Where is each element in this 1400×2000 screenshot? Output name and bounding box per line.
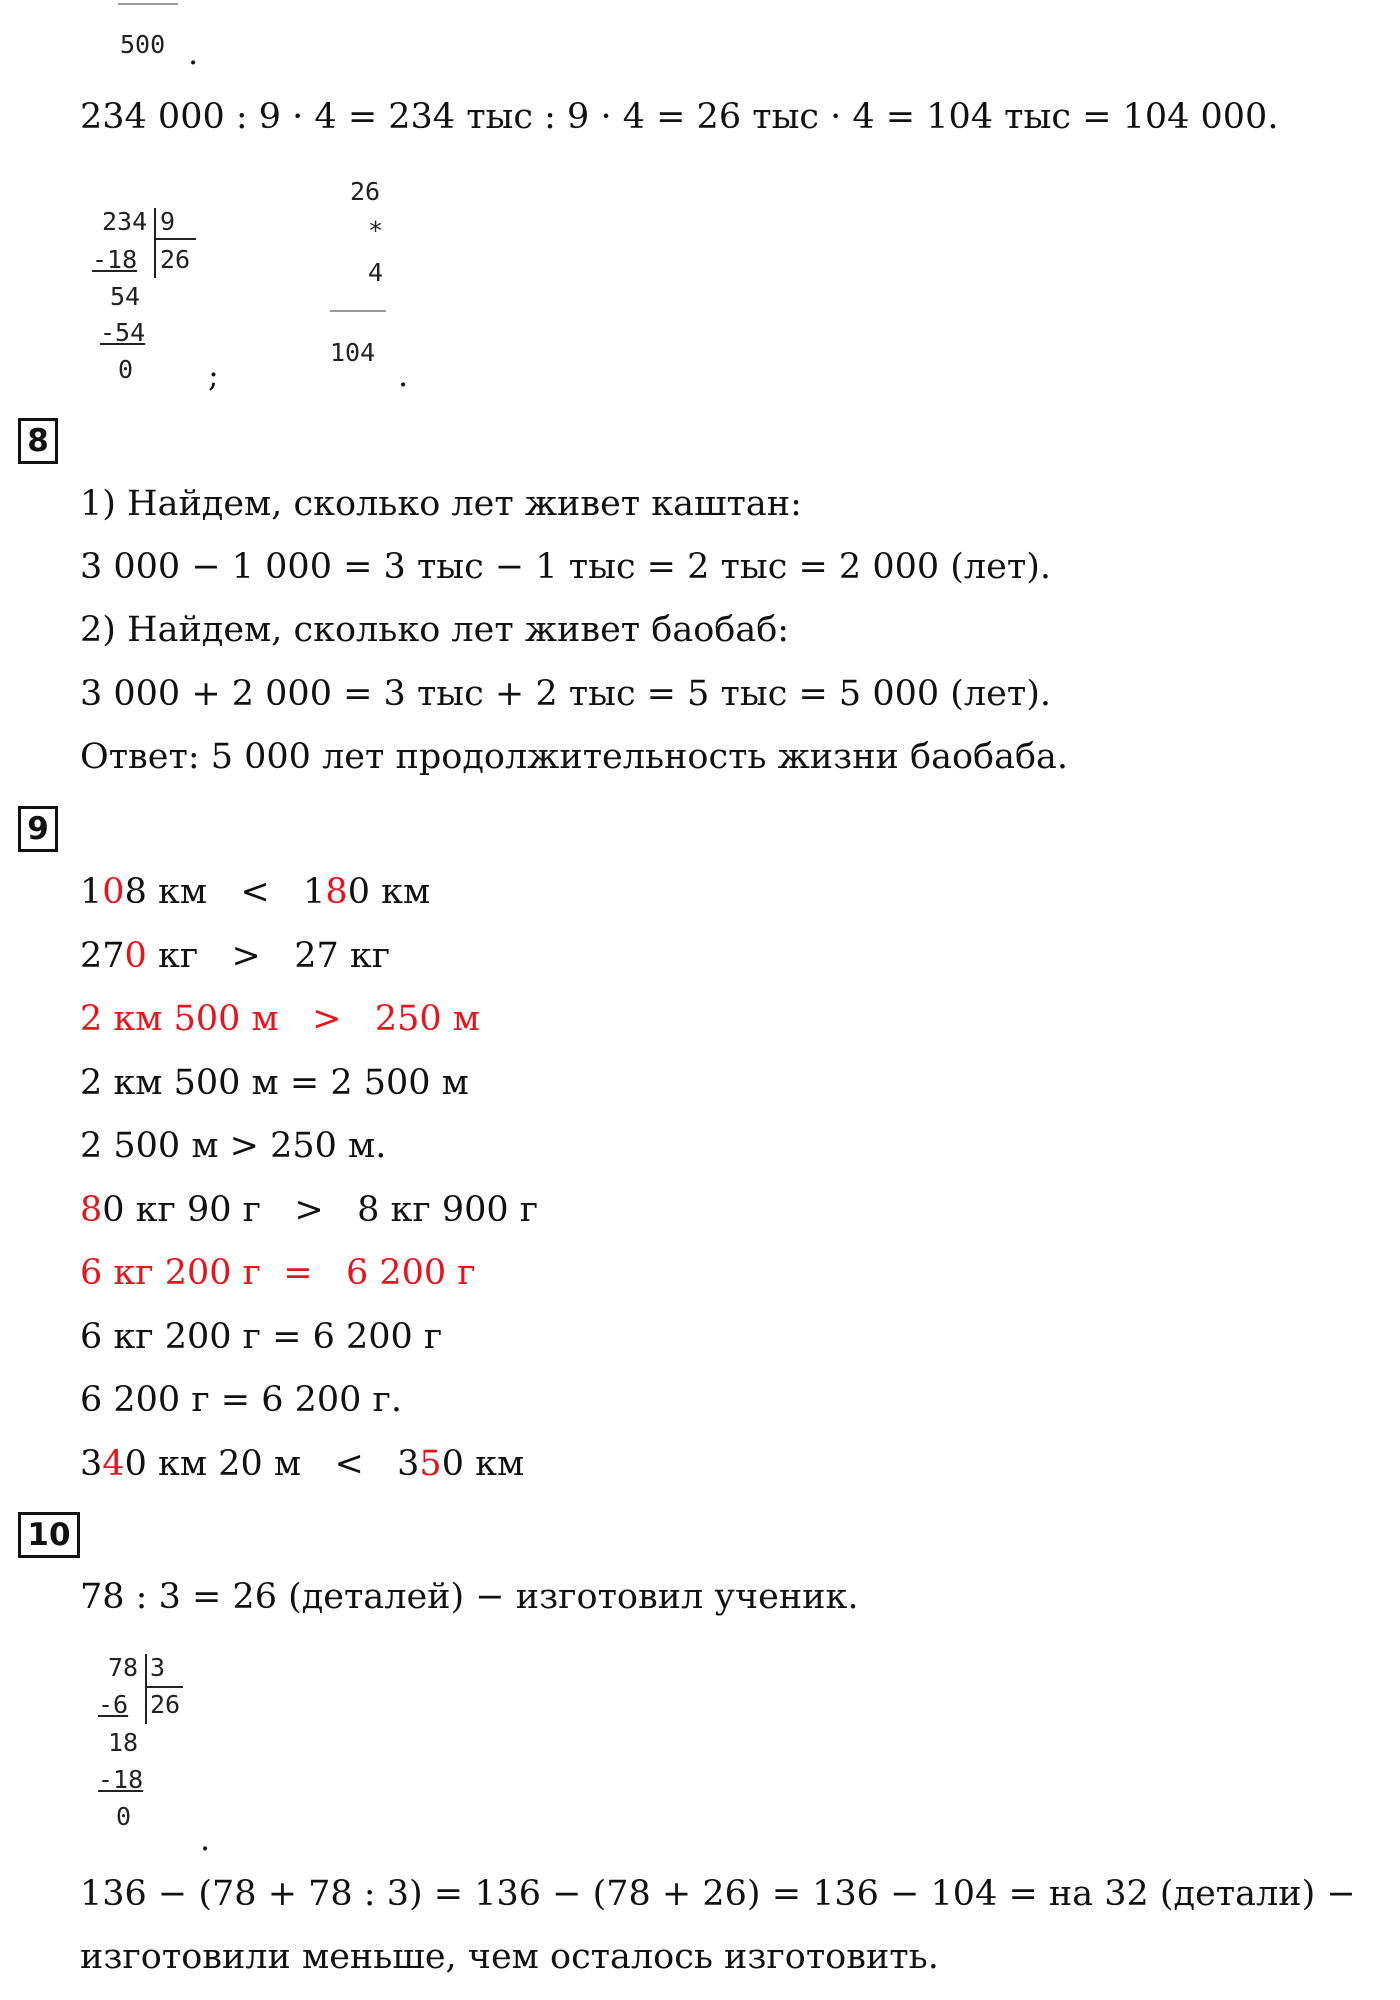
ex7-expression: 234 000 : 9 · 4 = 234 тыс : 9 · 4 = 26 тыс · 4 = 104 тыс = 104 000.	[80, 97, 1279, 137]
exercise-number-8: 8	[18, 418, 58, 464]
ex9-line-5: 2 500 м > 250 м.	[80, 1126, 387, 1166]
ex7-mul-a: 26	[350, 177, 381, 206]
ex7-div-hbar	[154, 238, 196, 240]
ex7-mul-b: 4	[368, 258, 384, 287]
ex10-div-remainder: 0	[116, 1802, 132, 1831]
ex8-answer: Ответ: 5 000 лет продолжительность жизни баобаба.	[80, 737, 1069, 777]
ex10-div-sub2: -18	[98, 1765, 144, 1794]
ex8-line-1: 1) Найдем, сколько лет живет каштан:	[80, 484, 802, 524]
ex9-line-1: 108 км < 180 км	[80, 872, 431, 912]
ex9-line-4: 2 км 500 м = 2 500 м	[80, 1063, 469, 1103]
ex9-line-2: 270 кг > 27 кг	[80, 936, 391, 976]
exercise-number-9: 9	[18, 806, 58, 852]
ex10-div-quotient: 26	[150, 1690, 181, 1719]
ex7-div-divisor: 9	[160, 207, 176, 236]
ex10-line-2: 136 − (78 + 78 : 3) = 136 − (78 + 26) = 136 − 104 = на 32 (детали) −	[80, 1874, 1356, 1914]
ex10-line-3: изготовили меньше, чем осталось изготовить.	[80, 1937, 939, 1977]
ex8-line-4: 3 000 + 2 000 = 3 тыс + 2 тыс = 5 тыс = 5 000 (лет).	[80, 674, 1051, 714]
ex10-div-hbar	[145, 1686, 183, 1688]
ex10-div-rem1: 18	[108, 1728, 139, 1757]
ex7-div-remainder: 0	[118, 355, 134, 384]
prev-mul-rule	[118, 3, 178, 5]
ex9-line-3: 2 км 500 м > 250 м	[80, 999, 481, 1039]
ex9-line-8: 6 кг 200 г = 6 200 г	[80, 1317, 443, 1357]
ex9-line-6: 80 кг 90 г > 8 кг 900 г	[80, 1190, 539, 1230]
ex10-div-divisor: 3	[150, 1653, 166, 1682]
ex7-div-vbar	[154, 208, 156, 278]
ex7-mul-result: 104	[330, 338, 376, 367]
ex10-div-vbar	[145, 1654, 147, 1724]
ex10-line-1: 78 : 3 = 26 (деталей) − изготовил ученик.	[80, 1577, 859, 1617]
ex7-div-dividend: 234	[102, 207, 148, 236]
ex8-line-3: 2) Найдем, сколько лет живет баобаб:	[80, 610, 790, 650]
ex9-line-10: 340 км 20 м < 350 км	[80, 1444, 525, 1484]
ex7-mul-rule	[330, 310, 386, 312]
prev-dot: .	[188, 34, 199, 72]
ex7-dot: .	[398, 356, 409, 394]
prev-mul-result: 500	[120, 30, 166, 59]
ex7-div-rem1: 54	[110, 282, 141, 311]
exercise-number-10: 10	[18, 1512, 80, 1558]
ex7-div-quotient: 26	[160, 245, 191, 274]
ex10-div-sub1: -6	[98, 1690, 129, 1719]
ex7-mul-op: *	[368, 216, 384, 245]
ex7-semicolon: ;	[208, 356, 219, 394]
ex9-line-9: 6 200 г = 6 200 г.	[80, 1380, 403, 1420]
ex7-div-sub2: -54	[100, 318, 146, 347]
ex10-dot: .	[200, 1820, 211, 1858]
ex8-line-2: 3 000 − 1 000 = 3 тыс − 1 тыс = 2 тыс = 2 000 (лет).	[80, 547, 1051, 587]
ex7-div-sub1: -18	[92, 245, 138, 274]
ex10-div-dividend: 78	[108, 1653, 139, 1682]
ex9-line-7: 6 кг 200 г = 6 200 г	[80, 1253, 476, 1293]
